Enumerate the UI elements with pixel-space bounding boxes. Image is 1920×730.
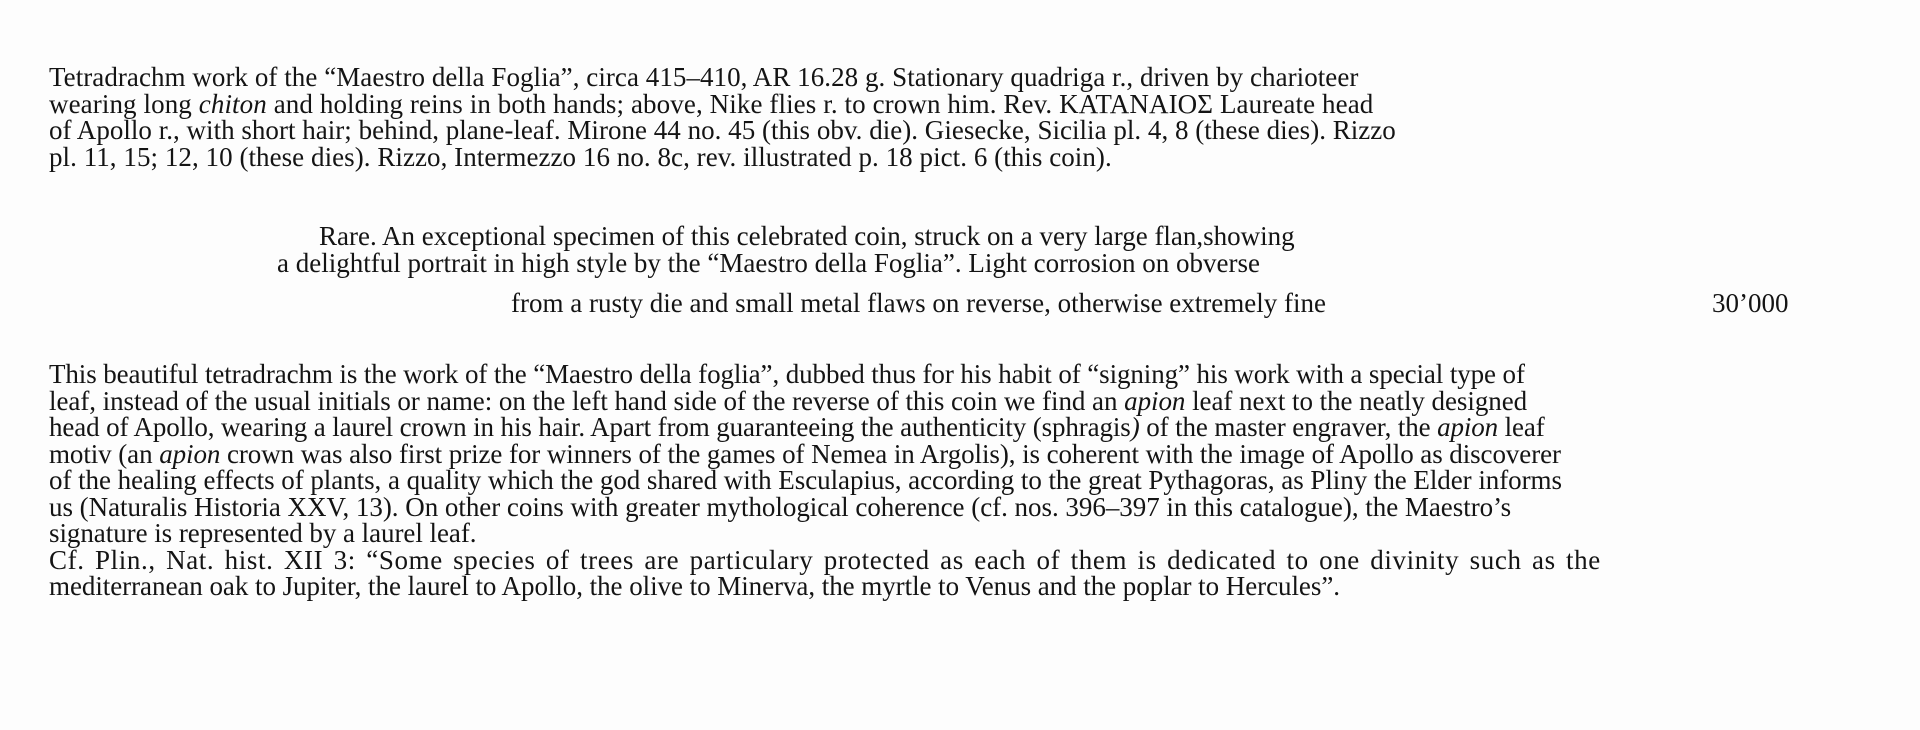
condition-line-3: from a rusty die and small metal flaws on reverse, otherwise extremely fine	[511, 288, 1326, 318]
commentary-line-5: of the healing effects of plants, a quality which the god shared with Esculapius, according to the great Pythagoras, as Pliny the Elder informs	[49, 465, 1562, 495]
description-line-1: Tetradrachm work of the “Maestro della Foglia”, circa 415–410, AR 16.28 g. Stationary quadriga r., driven by charioteer	[49, 62, 1359, 92]
commentary-line-3-end: leaf	[1498, 412, 1545, 442]
lot-description	[49, 64, 1879, 170]
commentary-line-4-italic: apion	[159, 438, 221, 469]
description-line-2-end: and holding reins in both hands; above, Nike flies r. to crown him. Rev. ΚΑΤΑΝΑΙΟΣ Laureate head	[266, 88, 1374, 119]
commentary-line-9: mediterranean oak to Jupiter, the laurel to Apollo, the olive to Minerva, the myrtle to Venus and the poplar to Hercules”.	[49, 571, 1340, 601]
estimate-price: 30’000	[1712, 288, 1789, 318]
description-line-2	[49, 88, 1879, 119]
commentary-line-3	[49, 414, 1879, 441]
description-line-4: pl. 11, 15; 12, 10 (these dies). Rizzo, Intermezzo 16 no. 8c, rev. illustrated p. 18 pict. 6 (this coin).	[49, 141, 1112, 172]
commentary-line-7: signature is represented by a laurel leaf.	[49, 518, 477, 548]
commentary-line-6: us (Naturalis Historia XXV, 13). On other coins with greater mythological coherence (cf. nos. 396–397 in this catalogue), the Maestro’s	[49, 491, 1512, 522]
commentary-line-4	[49, 438, 1879, 469]
commentary-line-3-start: head of Apollo, wearing a laurel crown in his hair. Apart from guaranteeing the authenticity (sphragis	[49, 412, 1131, 442]
description-line-2-italic: chiton	[198, 88, 267, 119]
commentary-line-3-italic: apion	[1437, 412, 1499, 442]
commentary-line-2-end: leaf next to the neatly designed	[1185, 385, 1528, 416]
commentary-line-8: Cf. Plin., Nat. hist. XII 3: “Some species of trees are particulary protected as each of them is dedicated to one divinity such as the	[49, 544, 1601, 575]
lot-commentary	[49, 361, 1879, 600]
commentary-line-2	[49, 385, 1879, 416]
commentary-line-4-start: motiv (an	[49, 438, 160, 469]
condition-line-1: Rare. An exceptional specimen of this celebrated coin, struck on a very large flan,showing	[319, 221, 1295, 251]
description-line-2-start: wearing long	[49, 88, 199, 119]
commentary-line-3-italic-paren: )	[1130, 412, 1140, 442]
commentary-line-2-italic: apion	[1124, 385, 1186, 416]
commentary-line-1: This beautiful tetradrachm is the work of the “Maestro della foglia”, dubbed thus for his habit of “signing” his work with a special type of	[49, 359, 1525, 389]
commentary-line-4-end: crown was also first prize for winners of the games of Nemea in Argolis), is coherent with the image of Apollo as discoverer	[220, 438, 1561, 469]
description-line-3: of Apollo r., with short hair; behind, plane-leaf. Mirone 44 no. 45 (this obv. die). Giesecke, Sicilia pl. 4, 8 (these dies). Rizzo	[49, 115, 1396, 145]
commentary-line-2-start: leaf, instead of the usual initials or name: on the left hand side of the reverse of this coin we find an	[49, 385, 1125, 416]
commentary-line-3-middle: of the master engraver, the	[1139, 412, 1438, 442]
condition-line-2: a delightful portrait in high style by the “Maestro della Foglia”. Light corrosion on obverse	[277, 248, 1261, 278]
